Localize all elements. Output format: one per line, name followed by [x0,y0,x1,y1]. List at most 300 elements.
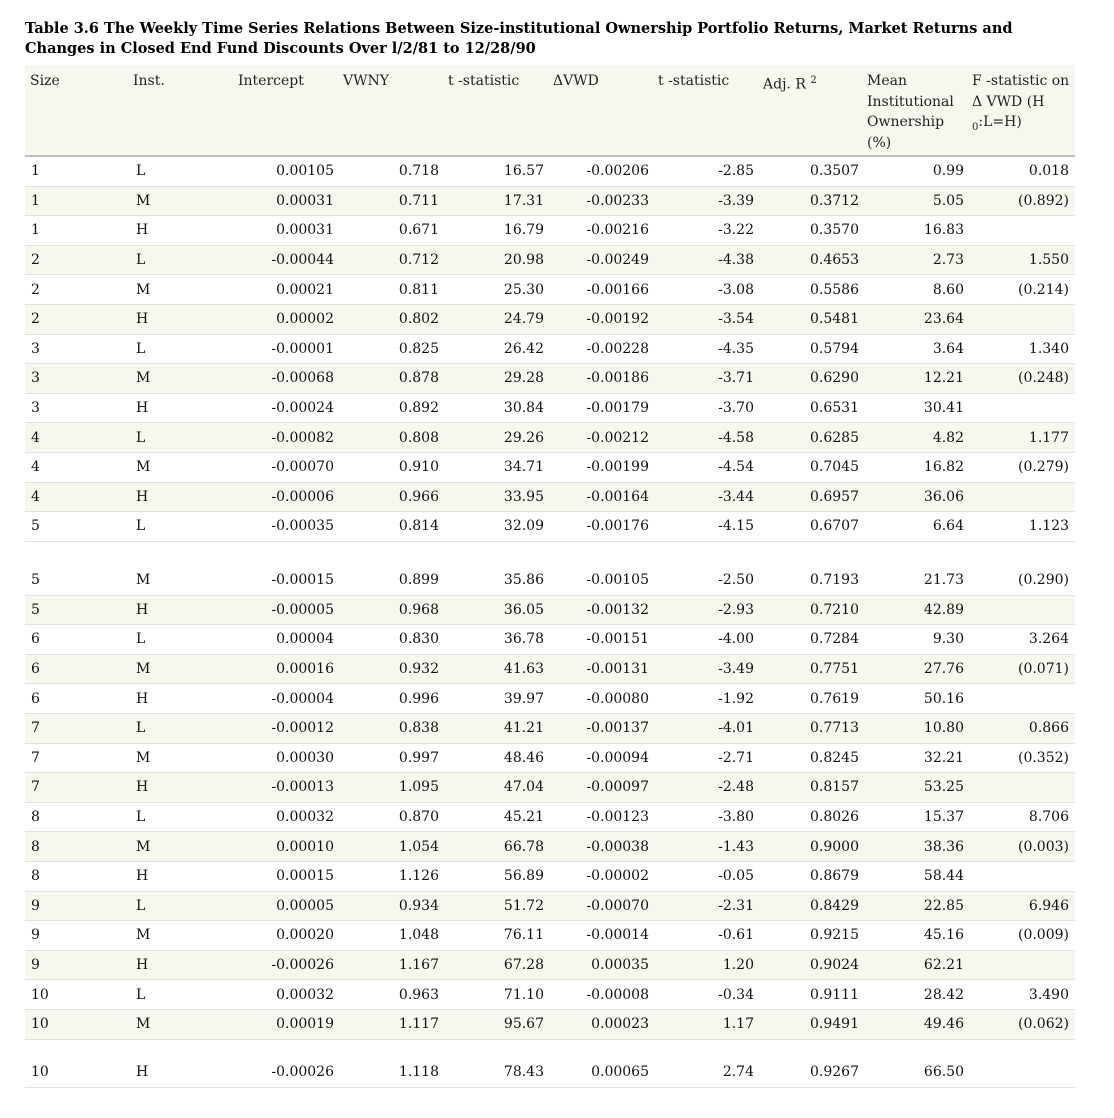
cell-adj-r2: 0.6707 [760,512,865,542]
cell-intercept: -0.00068 [235,364,340,394]
cell-inst: H [130,684,235,714]
cell-tstat-vwny: 34.71 [445,452,550,482]
cell-tstat-dvwd: -1.92 [655,684,760,714]
cell-tstat-dvwd: -3.08 [655,275,760,305]
cell-mean-ownership: 9.30 [865,625,970,655]
header-adj-r2: Adj. R $^2$ [763,75,817,93]
cell-tstat-vwny: 25.30 [445,275,550,305]
table-row [25,1058,1075,1087]
table-row [25,980,1075,1010]
cell-tstat-vwny: 35.86 [445,566,550,595]
table-row [25,832,1075,862]
cell-tstat-dvwd: -2.93 [655,595,760,625]
table-caption: Table 3.6 The Weekly Time Series Relations Between Size-institutional Ownership Portfolio Returns, Market Returns and Changes in Closed End Fund Discounts Over l/2/81 to 12/28/90 [25,20,1013,57]
cell-dvwd: -0.00123 [550,802,655,832]
cell-size: 6 [25,625,130,655]
cell-f-statistic: 3.490 [970,980,1075,1010]
cell-adj-r2: 0.6531 [760,393,865,423]
cell-inst: H [130,773,235,803]
cell-tstat-dvwd: -4.38 [655,245,760,275]
cell-inst: M [130,743,235,773]
cell-intercept: 0.00030 [235,743,340,773]
cell-intercept: 0.00004 [235,625,340,655]
header-size: Size [30,73,60,89]
cell-dvwd: -0.00132 [550,595,655,625]
cell-intercept: 0.00032 [235,980,340,1010]
cell-adj-r2: 0.7193 [760,566,865,595]
cell-f-statistic: 0.866 [970,713,1075,743]
cell-intercept: 0.00031 [235,216,340,246]
results-table-part-2 [25,566,1075,1040]
table-row [25,216,1075,246]
cell-mean-ownership: 3.64 [865,334,970,364]
table-row [25,452,1075,482]
header-mean-ownership: Mean Institutional Ownership (%) [867,73,954,151]
cell-f-statistic [970,684,1075,714]
cell-f-statistic: 8.706 [970,802,1075,832]
cell-size: 6 [25,684,130,714]
cell-vwny: 1.117 [340,1009,445,1039]
cell-mean-ownership: 21.73 [865,566,970,595]
cell-f-statistic: (0.071) [970,654,1075,684]
cell-adj-r2: 0.8429 [760,891,865,921]
cell-mean-ownership: 8.60 [865,275,970,305]
table-row [25,186,1075,216]
cell-mean-ownership: 28.42 [865,980,970,1010]
table-row [25,275,1075,305]
table-row [25,393,1075,423]
cell-f-statistic: 1.177 [970,423,1075,453]
cell-inst: L [130,980,235,1010]
cell-intercept: 0.00016 [235,654,340,684]
cell-tstat-dvwd: -1.43 [655,832,760,862]
cell-tstat-vwny: 45.21 [445,802,550,832]
cell-tstat-vwny: 78.43 [445,1058,550,1087]
cell-vwny: 1.054 [340,832,445,862]
cell-mean-ownership: 23.64 [865,304,970,334]
cell-f-statistic [970,595,1075,625]
cell-inst: H [130,482,235,512]
cell-tstat-vwny: 20.98 [445,245,550,275]
table-row [25,423,1075,453]
cell-vwny: 1.095 [340,773,445,803]
cell-intercept: -0.00005 [235,595,340,625]
cell-inst: L [130,423,235,453]
cell-mean-ownership: 15.37 [865,802,970,832]
cell-adj-r2: 0.6290 [760,364,865,394]
cell-tstat-dvwd: -4.35 [655,334,760,364]
cell-dvwd: -0.00206 [550,157,655,186]
table-row [25,566,1075,595]
cell-size: 2 [25,275,130,305]
table-row [25,1009,1075,1039]
cell-tstat-dvwd: -2.50 [655,566,760,595]
header-tstat-dvwd: t -statistic [658,73,730,89]
cell-adj-r2: 0.6957 [760,482,865,512]
cell-tstat-dvwd: -0.34 [655,980,760,1010]
cell-tstat-vwny: 95.67 [445,1009,550,1039]
table-row [25,684,1075,714]
cell-adj-r2: 0.7619 [760,684,865,714]
cell-vwny: 0.966 [340,482,445,512]
cell-dvwd: -0.00176 [550,512,655,542]
cell-dvwd: -0.00131 [550,654,655,684]
cell-vwny: 1.118 [340,1058,445,1087]
cell-dvwd: -0.00179 [550,393,655,423]
cell-size: 8 [25,861,130,891]
cell-mean-ownership: 10.80 [865,713,970,743]
cell-f-statistic: 6.946 [970,891,1075,921]
cell-dvwd: -0.00137 [550,713,655,743]
cell-f-statistic [970,950,1075,980]
cell-inst: H [130,595,235,625]
cell-tstat-dvwd: -2.71 [655,743,760,773]
cell-vwny: 0.932 [340,654,445,684]
cell-mean-ownership: 32.21 [865,743,970,773]
cell-f-statistic: 1.340 [970,334,1075,364]
header-f-statistic: F -statistic on Δ VWD (H $_0$:L=H) [972,73,1070,133]
cell-mean-ownership: 27.76 [865,654,970,684]
cell-size: 1 [25,157,130,186]
cell-f-statistic [970,773,1075,803]
cell-dvwd: -0.00008 [550,980,655,1010]
cell-tstat-vwny: 29.26 [445,423,550,453]
cell-vwny: 0.968 [340,595,445,625]
cell-f-statistic: (0.352) [970,743,1075,773]
cell-size: 1 [25,216,130,246]
cell-dvwd: -0.00233 [550,186,655,216]
table-row [25,950,1075,980]
cell-tstat-vwny: 33.95 [445,482,550,512]
cell-f-statistic [970,482,1075,512]
cell-intercept: -0.00012 [235,713,340,743]
cell-mean-ownership: 38.36 [865,832,970,862]
cell-size: 8 [25,832,130,862]
cell-inst: H [130,216,235,246]
cell-tstat-vwny: 71.10 [445,980,550,1010]
cell-adj-r2: 0.3712 [760,186,865,216]
cell-tstat-vwny: 24.79 [445,304,550,334]
cell-mean-ownership: 58.44 [865,861,970,891]
cell-mean-ownership: 2.73 [865,245,970,275]
cell-intercept: -0.00006 [235,482,340,512]
cell-f-statistic: (0.214) [970,275,1075,305]
cell-inst: H [130,861,235,891]
table-row [25,861,1075,891]
cell-intercept: -0.00070 [235,452,340,482]
cell-f-statistic: (0.003) [970,832,1075,862]
cell-dvwd: -0.00070 [550,891,655,921]
cell-tstat-dvwd: 2.74 [655,1058,760,1087]
cell-tstat-dvwd: -3.80 [655,802,760,832]
cell-intercept: -0.00035 [235,512,340,542]
cell-size: 3 [25,393,130,423]
cell-tstat-dvwd: -3.71 [655,364,760,394]
cell-adj-r2: 0.5586 [760,275,865,305]
cell-adj-r2: 0.9215 [760,921,865,951]
cell-tstat-dvwd: 1.17 [655,1009,760,1039]
cell-adj-r2: 0.4653 [760,245,865,275]
cell-dvwd: 0.00065 [550,1058,655,1087]
cell-f-statistic: 3.264 [970,625,1075,655]
header-tstat-vwny: t -statistic [448,73,520,89]
cell-tstat-vwny: 17.31 [445,186,550,216]
cell-tstat-vwny: 76.11 [445,921,550,951]
cell-size: 7 [25,743,130,773]
cell-tstat-dvwd: -4.54 [655,452,760,482]
cell-mean-ownership: 12.21 [865,364,970,394]
cell-inst: M [130,654,235,684]
cell-size: 4 [25,482,130,512]
cell-inst: H [130,304,235,334]
cell-adj-r2: 0.9111 [760,980,865,1010]
cell-tstat-dvwd: -3.39 [655,186,760,216]
cell-intercept: 0.00019 [235,1009,340,1039]
cell-mean-ownership: 49.46 [865,1009,970,1039]
cell-vwny: 0.814 [340,512,445,542]
cell-mean-ownership: 22.85 [865,891,970,921]
table-row [25,304,1075,334]
cell-adj-r2: 0.9024 [760,950,865,980]
cell-adj-r2: 0.9267 [760,1058,865,1087]
cell-mean-ownership: 62.21 [865,950,970,980]
cell-tstat-dvwd: -3.22 [655,216,760,246]
cell-tstat-vwny: 26.42 [445,334,550,364]
cell-mean-ownership: 5.05 [865,186,970,216]
cell-size: 6 [25,654,130,684]
cell-intercept: 0.00020 [235,921,340,951]
cell-tstat-dvwd: -0.61 [655,921,760,951]
cell-vwny: 1.126 [340,861,445,891]
cell-tstat-dvwd: -2.85 [655,157,760,186]
cell-mean-ownership: 4.82 [865,423,970,453]
cell-vwny: 0.899 [340,566,445,595]
cell-f-statistic: 1.550 [970,245,1075,275]
table-row [25,157,1075,186]
cell-intercept: -0.00024 [235,393,340,423]
cell-inst: L [130,157,235,186]
cell-adj-r2: 0.7713 [760,713,865,743]
cell-tstat-vwny: 41.21 [445,713,550,743]
cell-f-statistic: (0.290) [970,566,1075,595]
cell-inst: L [130,512,235,542]
cell-size: 5 [25,595,130,625]
table-row [25,654,1075,684]
table-row [25,921,1075,951]
results-table-part-1 [25,157,1075,542]
cell-intercept: 0.00032 [235,802,340,832]
cell-intercept: -0.00026 [235,1058,340,1087]
cell-tstat-dvwd: -3.44 [655,482,760,512]
cell-tstat-vwny: 56.89 [445,861,550,891]
cell-dvwd: -0.00080 [550,684,655,714]
cell-size: 7 [25,773,130,803]
cell-mean-ownership: 53.25 [865,773,970,803]
cell-inst: M [130,364,235,394]
cell-size: 4 [25,423,130,453]
cell-tstat-vwny: 32.09 [445,512,550,542]
cell-f-statistic: (0.892) [970,186,1075,216]
cell-tstat-dvwd: -0.05 [655,861,760,891]
cell-f-statistic: (0.009) [970,921,1075,951]
cell-dvwd: -0.00249 [550,245,655,275]
cell-tstat-dvwd: -4.00 [655,625,760,655]
cell-vwny: 0.711 [340,186,445,216]
cell-f-statistic [970,393,1075,423]
cell-tstat-vwny: 66.78 [445,832,550,862]
cell-tstat-vwny: 29.28 [445,364,550,394]
cell-size: 1 [25,186,130,216]
cell-vwny: 1.167 [340,950,445,980]
cell-vwny: 0.934 [340,891,445,921]
cell-tstat-vwny: 47.04 [445,773,550,803]
table-row [25,334,1075,364]
cell-vwny: 0.830 [340,625,445,655]
cell-size: 5 [25,512,130,542]
cell-intercept: -0.00004 [235,684,340,714]
cell-vwny: 0.838 [340,713,445,743]
cell-tstat-vwny: 30.84 [445,393,550,423]
cell-inst: H [130,950,235,980]
cell-dvwd: -0.00216 [550,216,655,246]
cell-dvwd: 0.00035 [550,950,655,980]
cell-dvwd: -0.00105 [550,566,655,595]
cell-tstat-dvwd: -3.49 [655,654,760,684]
cell-dvwd: -0.00038 [550,832,655,862]
cell-size: 9 [25,921,130,951]
cell-vwny: 0.996 [340,684,445,714]
cell-adj-r2: 0.7045 [760,452,865,482]
cell-intercept: 0.00005 [235,891,340,921]
table-header [25,65,1075,157]
cell-dvwd: -0.00002 [550,861,655,891]
cell-tstat-dvwd: -4.58 [655,423,760,453]
cell-tstat-vwny: 39.97 [445,684,550,714]
cell-intercept: 0.00010 [235,832,340,862]
cell-vwny: 0.811 [340,275,445,305]
cell-mean-ownership: 45.16 [865,921,970,951]
table-row [25,713,1075,743]
cell-size: 9 [25,891,130,921]
cell-inst: H [130,393,235,423]
cell-vwny: 0.825 [340,334,445,364]
cell-mean-ownership: 50.16 [865,684,970,714]
cell-dvwd: -0.00212 [550,423,655,453]
cell-size: 3 [25,334,130,364]
cell-vwny: 0.808 [340,423,445,453]
cell-size: 3 [25,364,130,394]
cell-f-statistic: (0.062) [970,1009,1075,1039]
cell-dvwd: -0.00097 [550,773,655,803]
cell-dvwd: -0.00199 [550,452,655,482]
cell-mean-ownership: 16.82 [865,452,970,482]
cell-dvwd: -0.00164 [550,482,655,512]
cell-tstat-vwny: 48.46 [445,743,550,773]
cell-adj-r2: 0.8026 [760,802,865,832]
cell-tstat-vwny: 36.78 [445,625,550,655]
cell-mean-ownership: 66.50 [865,1058,970,1087]
table-row [25,773,1075,803]
cell-dvwd: -0.00094 [550,743,655,773]
cell-tstat-dvwd: -3.70 [655,393,760,423]
cell-adj-r2: 0.3570 [760,216,865,246]
cell-f-statistic [970,861,1075,891]
cell-intercept: -0.00001 [235,334,340,364]
cell-size: 5 [25,566,130,595]
cell-mean-ownership: 0.99 [865,157,970,186]
cell-adj-r2: 0.8245 [760,743,865,773]
cell-adj-r2: 0.7284 [760,625,865,655]
cell-adj-r2: 0.7210 [760,595,865,625]
cell-dvwd: -0.00166 [550,275,655,305]
cell-adj-r2: 0.8157 [760,773,865,803]
cell-intercept: 0.00015 [235,861,340,891]
header-intercept: Intercept [238,73,304,89]
cell-mean-ownership: 6.64 [865,512,970,542]
cell-intercept: -0.00015 [235,566,340,595]
cell-vwny: 0.910 [340,452,445,482]
table-row [25,482,1075,512]
cell-inst: M [130,566,235,595]
cell-vwny: 0.870 [340,802,445,832]
cell-vwny: 1.048 [340,921,445,951]
cell-adj-r2: 0.9000 [760,832,865,862]
cell-tstat-dvwd: -4.01 [655,713,760,743]
cell-intercept: -0.00026 [235,950,340,980]
cell-tstat-dvwd: -3.54 [655,304,760,334]
cell-size: 7 [25,713,130,743]
cell-inst: M [130,275,235,305]
header-inst: Inst. [133,73,165,89]
table-row [25,625,1075,655]
table-row [25,595,1075,625]
cell-f-statistic [970,304,1075,334]
cell-tstat-vwny: 16.79 [445,216,550,246]
table-row [25,743,1075,773]
cell-adj-r2: 0.6285 [760,423,865,453]
cell-tstat-dvwd: 1.20 [655,950,760,980]
table-row [25,802,1075,832]
cell-vwny: 0.671 [340,216,445,246]
cell-inst: M [130,452,235,482]
cell-inst: L [130,802,235,832]
cell-dvwd: -0.00151 [550,625,655,655]
cell-f-statistic [970,1058,1075,1087]
cell-intercept: 0.00002 [235,304,340,334]
cell-f-statistic [970,216,1075,246]
cell-size: 9 [25,950,130,980]
table-row [25,891,1075,921]
cell-vwny: 0.712 [340,245,445,275]
cell-size: 8 [25,802,130,832]
cell-f-statistic: 0.018 [970,157,1075,186]
cell-inst: H [130,1058,235,1087]
cell-size: 2 [25,245,130,275]
cell-vwny: 0.718 [340,157,445,186]
cell-intercept: -0.00044 [235,245,340,275]
cell-intercept: -0.00013 [235,773,340,803]
cell-dvwd: -0.00014 [550,921,655,951]
table-row [25,512,1075,542]
cell-inst: L [130,334,235,364]
cell-mean-ownership: 16.83 [865,216,970,246]
header-dvwd: ΔVWD [553,73,599,89]
cell-f-statistic: (0.248) [970,364,1075,394]
cell-tstat-dvwd: -2.48 [655,773,760,803]
cell-inst: M [130,921,235,951]
cell-inst: L [130,713,235,743]
cell-adj-r2: 0.5481 [760,304,865,334]
